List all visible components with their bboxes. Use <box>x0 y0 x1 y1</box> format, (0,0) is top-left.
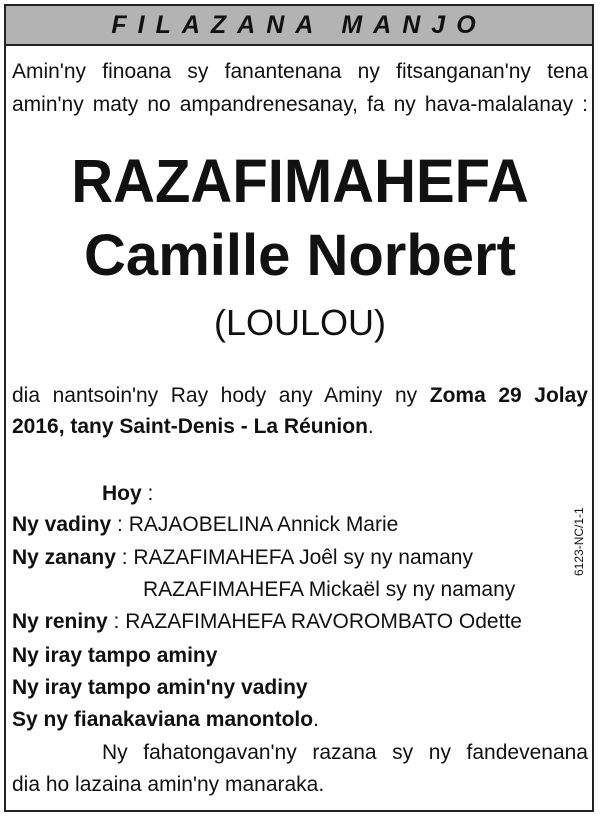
notice-header <box>6 6 592 46</box>
children-label: Ny zanany <box>12 546 116 569</box>
hoy-line <box>102 479 153 509</box>
death-period: . <box>367 415 374 438</box>
closing-line-2: dia ho lazaina amin'ny manaraka. <box>12 773 325 796</box>
deceased-nickname: (LOULOU) <box>213 302 387 343</box>
mother-label: Ny reniny <box>12 610 108 633</box>
intro-line-2: amin'ny maty no ampandrenesanay, fa ny hava-malalanay : <box>12 93 588 116</box>
child-2: RAZAFIMAHEFA Mickaël sy ny namany <box>143 578 516 601</box>
whole-family-period: . <box>313 708 319 731</box>
death-date-part-2: 2016, tany Saint-Denis - La Réunion <box>12 415 368 438</box>
wife-name: : RAJAOBELINA Annick Marie <box>111 513 399 536</box>
death-line-2 <box>12 411 588 442</box>
header-title: FILAZANA MANJO <box>111 10 487 39</box>
closing-line-1: Ny fahatongavan'ny razana sy ny fandevenana <box>102 741 588 764</box>
children-line-1 <box>12 543 473 573</box>
whole-family-text: Sy ny fianakaviana manontolo <box>12 708 314 731</box>
whole-family-line <box>12 705 319 735</box>
death-text: dia nantsoin'ny Ray hody any Aminy ny <box>12 384 418 407</box>
hoy-label: Hoy <box>102 482 142 505</box>
intro-line-1: Amin'ny finoana sy fanantenana ny fitsanganan'ny tena <box>12 60 588 83</box>
deceased-surname: RAZAFIMAHEFA <box>71 147 529 216</box>
wife-line <box>12 510 398 540</box>
mother-line <box>12 607 522 637</box>
hoy-colon: : <box>141 482 154 505</box>
death-line-1 <box>12 380 588 411</box>
wife-label: Ny vadiny <box>12 513 112 536</box>
reference-code: 6123-NC/1-1 <box>572 507 586 576</box>
mother-name: : RAZAFIMAHEFA RAVOROMBATO Odette <box>107 610 522 633</box>
child-1: : RAZAFIMAHEFA Joêl sy ny namany <box>115 546 473 569</box>
death-date-part-1: Zoma 29 Jolay <box>429 384 588 407</box>
in-laws-line: Ny iray tampo amin'ny vadiny <box>12 676 308 699</box>
siblings-line: Ny iray tampo aminy <box>12 644 218 667</box>
deceased-given-names: Camille Norbert <box>84 223 516 288</box>
